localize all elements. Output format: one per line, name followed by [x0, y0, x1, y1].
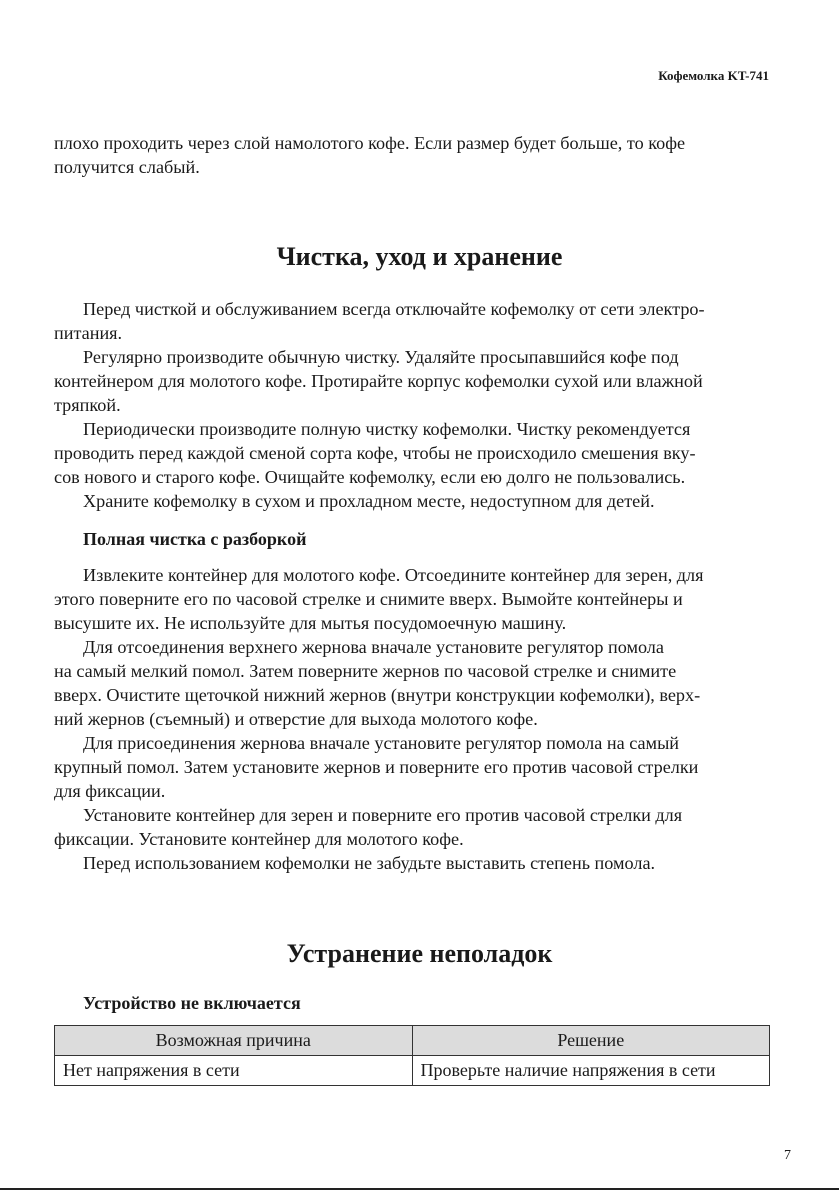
text-line: тряпкой. [54, 395, 121, 415]
text-line: ний жернов (съемный) и отверстие для выхода молотого кофе. [54, 709, 538, 729]
cleaning-paragraphs [54, 297, 770, 513]
text-line: Перед использованием кофемолки не забудьте выставить степень помола. [83, 853, 656, 873]
running-header: Кофемолка KT-741 [658, 68, 769, 83]
text-line: Для присоединения жернова вначале установите регулятор помола на самый [83, 733, 680, 753]
page-number: 7 [784, 1148, 791, 1163]
text-line: Регулярно производите обычную чистку. Удаляйте просыпавшийся кофе под [83, 347, 679, 367]
text-line: питания. [54, 323, 123, 343]
text-line: на самый мелкий помол. Затем поверните жернов по часовой стрелке и снимите [54, 661, 677, 681]
column-header-solution: Решение [412, 1026, 770, 1056]
troubleshooting-table [54, 1025, 770, 1086]
subsection-title-full-cleaning: Полная чистка с разборкой [83, 529, 307, 549]
table-cell-cause: Нет напряжения в сети [55, 1056, 413, 1086]
subsection-title-no-power: Устройство не включается [83, 993, 301, 1013]
text-line: плохо проходить через слой намолотого кофе. Если размер будет больше, то кофе [54, 133, 686, 153]
text-line: высушите их. Не используйте для мытья посудомоечную машину. [54, 613, 567, 633]
full-cleaning-paragraphs [54, 563, 770, 875]
column-header-cause: Возможная причина [55, 1026, 413, 1056]
text-line: Извлеките контейнер для молотого кофе. Отсоедините контейнер для зерен, для [83, 565, 704, 585]
table-row [55, 1056, 770, 1086]
text-line: для фиксации. [54, 781, 166, 801]
text-line: крупный помол. Затем установите жернов и поверните его против часовой стрелки [54, 757, 699, 777]
text-line: фиксации. Установите контейнер для молотого кофе. [54, 829, 464, 849]
table-cell-solution: Проверьте наличие напряжения в сети [412, 1056, 770, 1086]
text-line: вверх. Очистите щеточкой нижний жернов (внутри конструкции кофемолки), верх- [54, 685, 701, 705]
section-title-troubleshooting: Устранение неполадок [286, 939, 553, 968]
text-line: Храните кофемолку в сухом и прохладном месте, недоступном для детей. [83, 491, 655, 511]
text-line: этого поверните его по часовой стрелке и снимите вверх. Вымойте контейнеры и [54, 589, 683, 609]
text-line: Периодически производите полную чистку кофемолки. Чистку рекомендуется [83, 419, 691, 439]
text-line: сов нового и старого кофе. Очищайте кофемолку, если ею долго не пользовались. [54, 467, 686, 487]
text-line: проводить перед каждой сменой сорта кофе, чтобы не происходило смешения вку- [54, 443, 696, 463]
text-line: получится слабый. [54, 157, 200, 177]
table-header-row [55, 1026, 770, 1056]
text-line: Для отсоединения верхнего жернова вначале установите регулятор помола [83, 637, 664, 657]
intro-paragraph [54, 131, 770, 179]
text-line: контейнером для молотого кофе. Протирайте корпус кофемолки сухой или влажной [54, 371, 703, 391]
text-line: Установите контейнер для зерен и поверните его против часовой стрелки для [83, 805, 683, 825]
bottom-divider [0, 1188, 839, 1190]
section-title-cleaning: Чистка, уход и хранение [276, 242, 563, 271]
text-line: Перед чисткой и обслуживанием всегда отключайте кофемолку от сети электро- [83, 299, 705, 319]
